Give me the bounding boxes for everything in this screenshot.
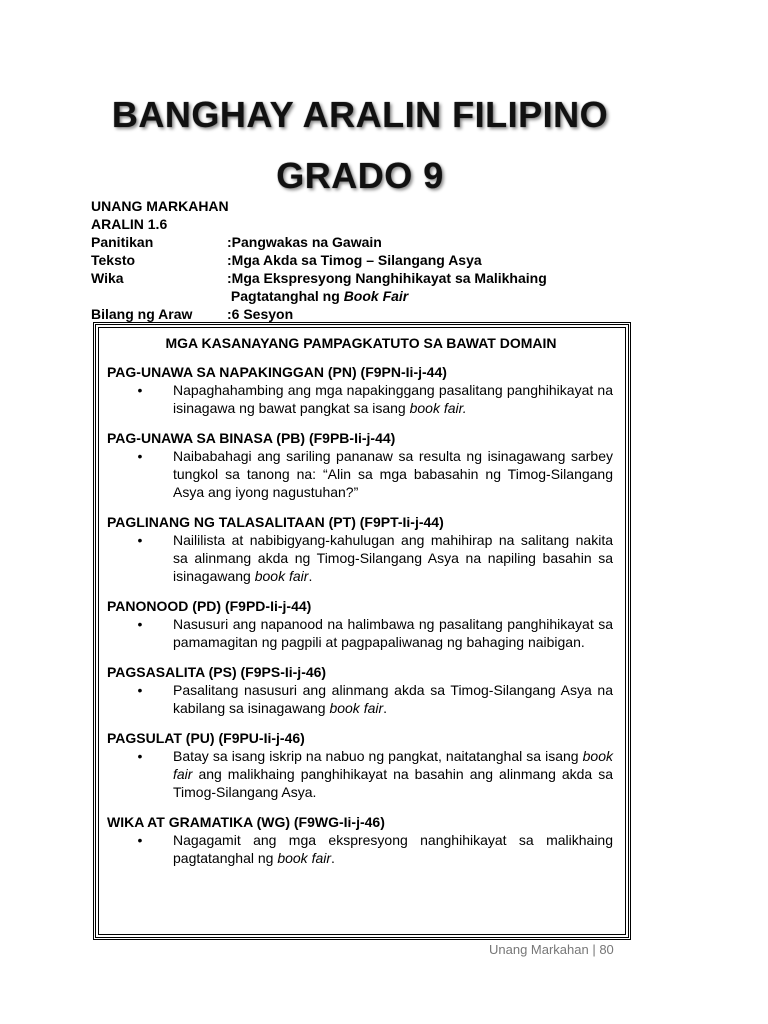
meta-row [91, 287, 408, 305]
meta-row [91, 305, 293, 323]
page-footer: Unang Markahan | 80 [489, 942, 614, 957]
domain-title: PAGSASALITA (PS) (F9PS-Ii-j-46) [107, 664, 327, 680]
meta-key: Wika [91, 270, 124, 286]
competency-text-end: . [331, 850, 335, 866]
document-title: BANGHAY ARALIN FILIPINO [111, 94, 609, 135]
competency-italic: book fair [173, 748, 613, 782]
box-heading: MGA KASANAYANG PAMPAGKATUTO SA BAWAT DOMAIN [165, 335, 557, 351]
meta-key: Bilang ng Araw [91, 306, 193, 322]
domain-section [107, 729, 615, 801]
meta-row [91, 269, 547, 287]
competency-text-end: . [308, 568, 313, 584]
domain-title: PAG-UNAWA SA NAPAKINGGAN (PN) (F9PN-Ii-j-44) [107, 364, 447, 380]
competency-text: Naililista at nabibigyang-kahulugan ang mahihirap na salitang nakita sa alinmang akda ng Timog-Silangang Asya na napiling basahin sa isinagawang [173, 532, 613, 584]
bullet-icon: • [137, 448, 143, 464]
competency-text: Pasalitang nasusuri ang alinmang akda sa Timog-Silangang Asya na kabilang sa isinagawang [173, 682, 613, 716]
competency-item [107, 447, 615, 501]
document-subtitle: GRADO 9 [276, 155, 444, 196]
domain-section [107, 429, 615, 501]
competency-item [107, 831, 615, 867]
competency-item [107, 681, 615, 717]
domain-section [107, 813, 615, 867]
domain-section [107, 363, 615, 417]
domain-section [107, 597, 615, 651]
domain-title: PAGSULAT (PU) (F9PU-Ii-j-46) [107, 730, 305, 746]
meta-value: :Mga Ekspresyong Nanghihikayat sa Malikhaing [227, 270, 547, 286]
meta-key: Teksto [91, 252, 136, 268]
competency-text: Nagagamit ang mga ekspresyong nanghihikayat sa malikhaing pagtatanghal ng [173, 832, 613, 866]
domain-title: PAGLINANG NG TALASALITAAN (PT) (F9PT-Ii-j-44) [107, 514, 444, 530]
bullet-icon: • [137, 382, 143, 398]
domain-section [107, 513, 615, 585]
bullet-icon: • [137, 832, 143, 848]
bullet-icon: • [137, 532, 143, 548]
meta-key: Panitikan [91, 234, 154, 250]
competency-italic: book fair [254, 568, 309, 584]
competency-italic: book fair [329, 700, 384, 716]
meta-row [91, 233, 382, 251]
competency-text: Naibabahagi ang sariling pananaw sa resulta ng isinagawang sarbey tungkol sa tanong na: “Alin sa mga babasahin ng Timog-Silangang Asya ang iyong nagustuhan?” [173, 448, 613, 500]
meta-aralin: ARALIN 1.6 [91, 216, 168, 232]
meta-value: Pagtatanghal ng [227, 288, 344, 304]
meta-row [91, 251, 482, 269]
domain-title: PAG-UNAWA SA BINASA (PB) (F9PB-Ii-j-44) [107, 430, 396, 446]
competency-text: Batay sa isang iskrip na nabuo ng pangkat, naitatanghal sa isang [173, 748, 583, 764]
domain-title: WIKA AT GRAMATIKA (WG) (F9WG-Ii-j-46) [107, 814, 385, 830]
competency-item [107, 531, 615, 585]
bullet-icon: • [137, 616, 143, 632]
meta-value: :Mga Akda sa Timog – Silangang Asya [227, 252, 482, 268]
domain-title: PANONOOD (PD) (F9PD-Ii-j-44) [107, 598, 312, 614]
competency-text: Nasusuri ang napanood na halimbawa ng pasalitang panghihikayat sa pamamagitan ng pagpili at pagpapaliwanag ng bahaging naibigan. [173, 616, 613, 650]
domain-section [107, 663, 615, 717]
bullet-icon: • [137, 682, 143, 698]
meta-markahan: UNANG MARKAHAN [91, 198, 229, 214]
competency-italic: book fair [277, 850, 332, 866]
competency-text-end: . [383, 700, 388, 716]
competency-italic: book fair. [409, 400, 467, 416]
meta-value: :6 Sesyon [227, 306, 294, 322]
competency-text: Napaghahambing ang mga napakinggang pasalitang panghihikayat na isinagawa ng bawat pangkat sa isang [173, 382, 613, 416]
competency-item [107, 615, 615, 651]
competencies-box [93, 322, 631, 940]
competencies-content [107, 335, 615, 879]
meta-value: :Pangwakas na Gawain [227, 234, 382, 250]
competency-text-end: ang malikhaing panghihikayat na basahin ang alinmang akda sa Timog-Silangang Asya. [173, 766, 613, 800]
competency-item [107, 747, 615, 801]
competency-item [107, 381, 615, 417]
meta-value-italic: Book Fair [343, 288, 409, 304]
bullet-icon: • [137, 748, 143, 764]
